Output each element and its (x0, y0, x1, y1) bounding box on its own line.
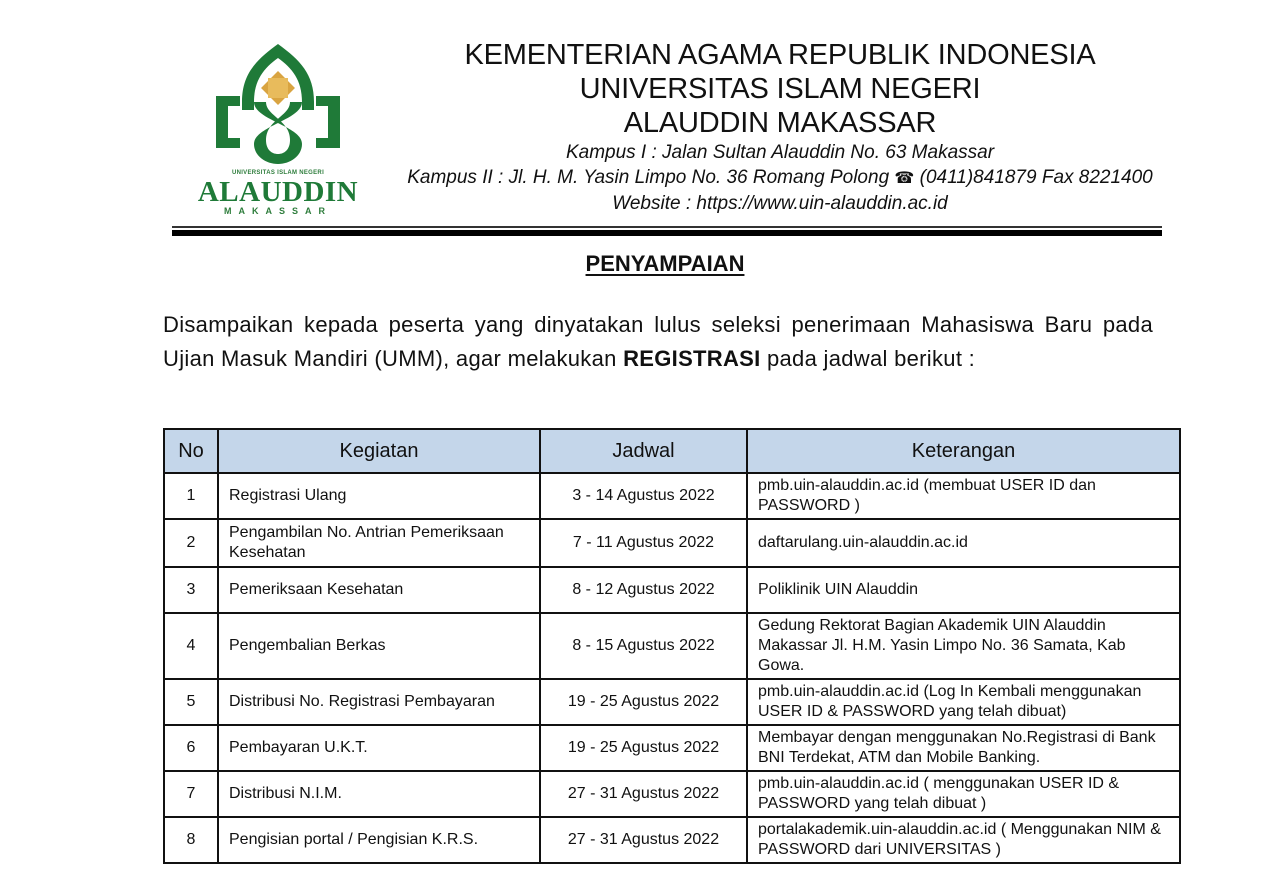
logo-name: ALAUDDIN (197, 176, 359, 208)
cell-no: 7 (164, 771, 218, 817)
cell-no: 3 (164, 567, 218, 613)
cell-kegiatan: Pembayaran U.K.T. (218, 725, 540, 771)
logo-university-label: UNIVERSITAS ISLAM NEGERI (231, 170, 325, 176)
phone-fax: (0411)841879 Fax 8221400 (919, 167, 1153, 188)
ministry-name: KEMENTERIAN AGAMA REPUBLIK INDONESIA (464, 39, 1096, 71)
website: Website : https://www.uin-alauddin.ac.id (612, 193, 948, 214)
cell-kegiatan: Pengembalian Berkas (218, 613, 540, 679)
cell-kegiatan: Pengambilan No. Antrian Pemeriksaan Kesehatan (218, 519, 540, 567)
cell-jadwal: 27 - 31 Agustus 2022 (540, 817, 747, 863)
cell-no: 5 (164, 679, 218, 725)
table-row (164, 567, 1180, 613)
university-name: UNIVERSITAS ISLAM NEGERI (579, 73, 981, 105)
letterhead (380, 38, 1180, 216)
intro-paragraph (163, 308, 1153, 376)
cell-jadwal: 8 - 15 Agustus 2022 (540, 613, 747, 679)
cell-jadwal: 19 - 25 Agustus 2022 (540, 725, 747, 771)
telephone-icon: ☎ (894, 170, 915, 187)
cell-jadwal: 8 - 12 Agustus 2022 (540, 567, 747, 613)
cell-kegiatan: Distribusi No. Registrasi Pembayaran (218, 679, 540, 725)
cell-no: 8 (164, 817, 218, 863)
intro-text-1: Disampaikan kepada peserta yang dinyatakan lulus seleksi penerimaan Mahasiswa Baru pada Ujian Masuk Mandiri (UMM), agar melakukan (163, 312, 1153, 371)
cell-keterangan: daftarulang.uin-alauddin.ac.id (747, 519, 1180, 567)
university-location: ALAUDDIN MAKASSAR (623, 107, 937, 139)
header-divider-thin (172, 226, 1162, 228)
table-row (164, 613, 1180, 679)
cell-keterangan: pmb.uin-alauddin.ac.id (membuat USER ID dan PASSWORD ) (747, 473, 1180, 519)
table-row (164, 725, 1180, 771)
campus-2-address (380, 165, 1180, 191)
intro-text-2: pada jadwal berikut : (760, 346, 976, 371)
cell-keterangan: Poliklinik UIN Alauddin (747, 567, 1180, 613)
header-kegiatan: Kegiatan (218, 429, 540, 473)
cell-keterangan: portalakademik.uin-alauddin.ac.id ( Menggunakan NIM & PASSWORD dari UNIVERSITAS ) (747, 817, 1180, 863)
cell-jadwal: 3 - 14 Agustus 2022 (540, 473, 747, 519)
logo-city: MAKASSAR (223, 206, 332, 216)
university-logo (196, 40, 360, 218)
cell-keterangan: Membayar dengan menggunakan No.Registrasi di Bank BNI Terdekat, ATM dan Mobile Banking. (747, 725, 1180, 771)
document-title: PENYAMPAIAN (585, 251, 745, 276)
header-no: No (164, 429, 218, 473)
cell-kegiatan: Pengisian portal / Pengisian K.R.S. (218, 817, 540, 863)
cell-no: 1 (164, 473, 218, 519)
cell-keterangan: pmb.uin-alauddin.ac.id (Log In Kembali menggunakan USER ID & PASSWORD yang telah dibuat) (747, 679, 1180, 725)
cell-kegiatan: Distribusi N.I.M. (218, 771, 540, 817)
campus-1-address: Kampus I : Jalan Sultan Alauddin No. 63 Makassar (565, 142, 995, 163)
table-row (164, 679, 1180, 725)
cell-jadwal: 19 - 25 Agustus 2022 (540, 679, 747, 725)
cell-jadwal: 7 - 11 Agustus 2022 (540, 519, 747, 567)
logo-emblem-icon (196, 40, 360, 170)
table-header-row (164, 429, 1180, 473)
header-jadwal: Jadwal (540, 429, 747, 473)
header-keterangan: Keterangan (747, 429, 1180, 473)
schedule-table (163, 428, 1181, 864)
table-row (164, 771, 1180, 817)
table-row (164, 473, 1180, 519)
cell-kegiatan: Registrasi Ulang (218, 473, 540, 519)
table-row (164, 817, 1180, 863)
intro-bold: REGISTRASI (623, 346, 761, 371)
cell-keterangan: Gedung Rektorat Bagian Akademik UIN Alauddin Makassar Jl. H.M. Yasin Limpo No. 36 Samata, Kab Gowa. (747, 613, 1180, 679)
table-row (164, 519, 1180, 567)
campus-2-text: Kampus II : Jl. H. M. Yasin Limpo No. 36 Romang Polong (407, 167, 890, 188)
cell-keterangan: pmb.uin-alauddin.ac.id ( menggunakan USER ID & PASSWORD yang telah dibuat ) (747, 771, 1180, 817)
cell-no: 6 (164, 725, 218, 771)
cell-no: 4 (164, 613, 218, 679)
cell-jadwal: 27 - 31 Agustus 2022 (540, 771, 747, 817)
cell-kegiatan: Pemeriksaan Kesehatan (218, 567, 540, 613)
header-divider-thick (172, 230, 1162, 236)
cell-no: 2 (164, 519, 218, 567)
